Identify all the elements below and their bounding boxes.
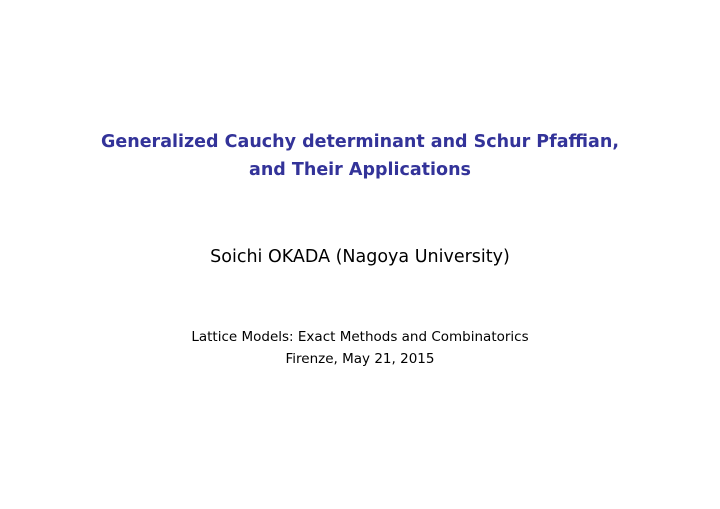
- author-line: Soichi OKADA (Nagoya University): [210, 247, 510, 267]
- event-info: [0, 326, 720, 370]
- title-line-1: Generalized Cauchy determinant and Schur Pfaffian,: [101, 132, 619, 152]
- event-name: Lattice Models: Exact Methods and Combinatorics: [191, 329, 529, 345]
- title-line-2: and Their Applications: [249, 160, 471, 180]
- slide-title: [0, 128, 720, 184]
- event-place-date: Firenze, May 21, 2015: [285, 351, 435, 367]
